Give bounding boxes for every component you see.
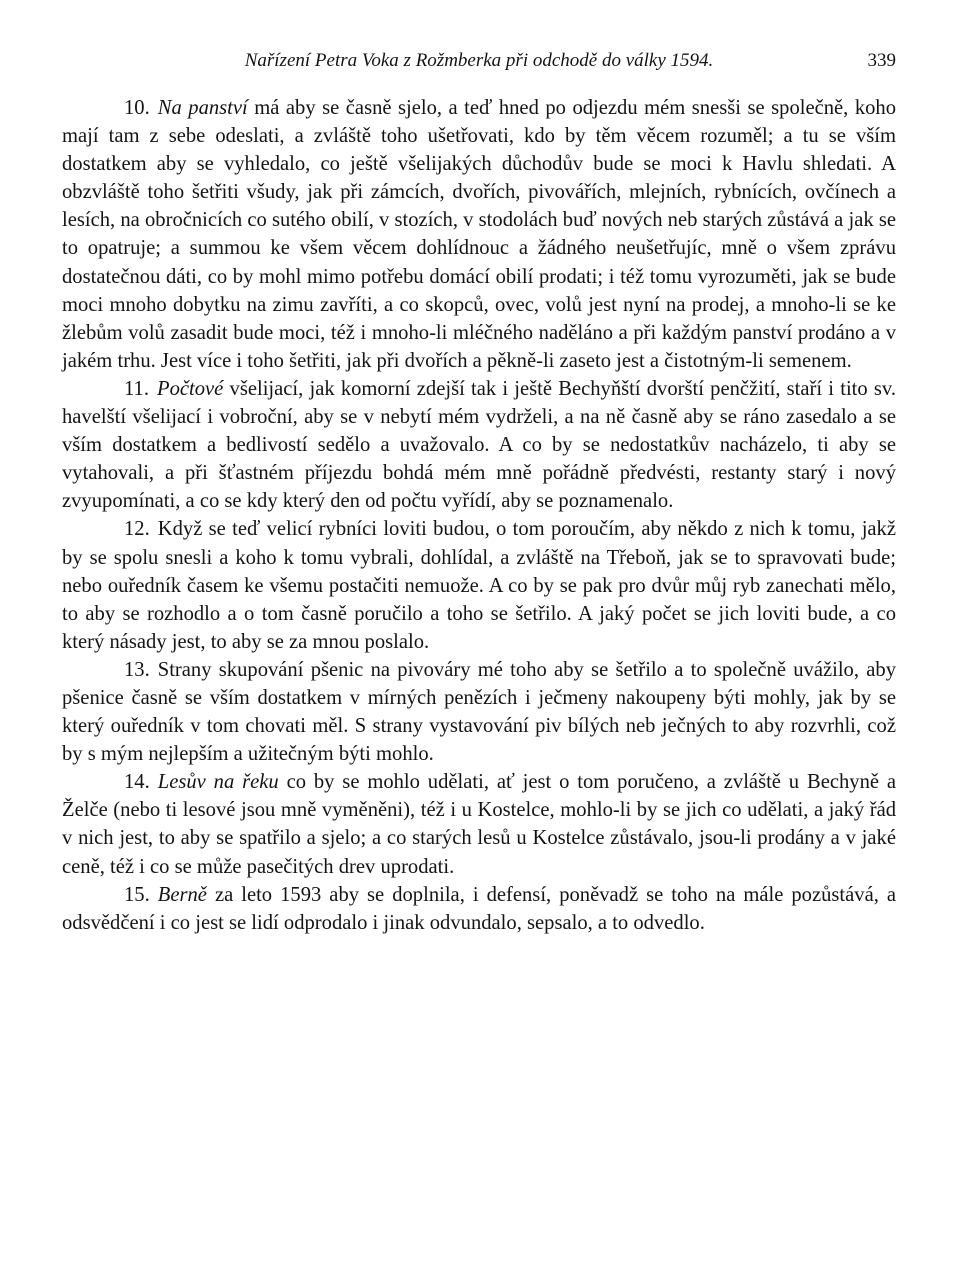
paragraph-10: [62, 94, 896, 375]
running-title: Nařízení Petra Voka z Rožmberka při odchodě do války 1594.: [244, 50, 714, 71]
paragraph-12: [62, 515, 896, 655]
paragraph-number: 11.: [124, 377, 149, 400]
paragraph-text: co by se mohlo udělati, ať jest o tom poručeno, a zvláště u Bechyně a Želče (nebo ti lesové jsou mně vyměněni), též i u Kostelce, mohlo-li by se jich co udělati, a jaký řád v nich jest, to aby se spatřilo a sjelo; a co starých lesů u Kostelce zůstávalo, jsou-li prodány a v jaké ceně, též i co se může pasečitých drev uprodati.: [62, 771, 896, 878]
paragraph-text: Strany skupování pšenic na pivováry mé toho aby se šetřilo a to společně uvážilo, aby pšenice časně se vším dostatkem v mírných penězích i ječmeny nakoupeny býti mohly, jak by se který ouředník v tom chovati měl. S strany vystavování piv bílých neb ječných to aby rozvrhli, což by s mým nejlepším a užitečným býti mohlo.: [62, 658, 896, 766]
paragraph-11: [62, 375, 896, 515]
paragraph-number: 14.: [124, 771, 150, 794]
paragraph-text: Když se teď velicí rybníci loviti budou, o tom poroučím, aby někdo z nich k tomu, jakž by se spolu snesli a koho k tomu vybrali, dohlídal, a zvláště na Třeboň, jak se to spravovati bude; nebo ouředník časem ke všemu postačiti nemuože. A co by se pak pro dvůr můj ryb zanechati mělo, to aby se rozhodlo a o tom časně poručilo a toho se šetřilo. A jaký počet se jich loviti bude, a co který násady jest, to aby se za mnou poslalo.: [62, 518, 896, 653]
paragraph-text: za leto 1593 aby se doplnila, i defensí, poněvadž se toho na mále pozůstává, a odsvědčení i co jest se lidí odprodalo i jinak odvundalo, sepsalo, a to odvedlo.: [62, 883, 897, 934]
paragraph-keyword: Lesův na řeku: [157, 771, 279, 794]
paragraph-keyword: Na panství: [157, 97, 248, 119]
document-body: [62, 94, 896, 937]
paragraph-13: [62, 656, 896, 768]
page-number: 339: [867, 50, 896, 71]
page-header: [62, 48, 896, 74]
paragraph-14: [62, 768, 896, 880]
paragraph-text: má aby se časně sjelo, a teď hned po odjezdu mém snesši se společně, koho mají tam z sebe odeslati, a zvláště toho ušetřovati, kdo by těm věcem rozuměl; a tu se vším dostatkem aby se vyhledalo, co ještě všelijakých důchodův bude se moci k Havlu shledati. A obzvláště toho šetřiti všudy, jak při zámcích, dvořích, pivovářích, mlejních, rybnících, ovčínech a lesích, na obročnicích co sutého obilí, v stozích, v stodolách buď nových neb starých zůstává a jak se to opatruje; a summou ke všem věcem dohlídnouc a žádného neušetřujíc, mně o všem zprávu dostatečnou dáti, co by mohl mimo potřebu domácí obilí prodati; i též tomu vyrozuměti, jak se bude moci mnoho dobytku na zimu zavříti, a co skopců, ovec, volů jest nyní na prodej, a mnoho-li se ke žlebům volů zasadit bude moci, též i mnoho-li mléčného naděláno a při každým panství prodáno a v jakém trhu. Jest více i toho šetřiti, jak při dvořích a pěkně-li zaseto jest a čistotným-li semenem.: [62, 97, 897, 372]
paragraph-number: 12.: [124, 518, 150, 541]
paragraph-15: [62, 881, 896, 937]
paragraph-keyword: Počtové: [156, 377, 224, 400]
paragraph-number: 10.: [124, 97, 150, 119]
paragraph-number: 15.: [124, 883, 150, 906]
paragraph-text: všelijací, jak komorní zdejší tak i ještě Bechyňští dvorští penčžití, staří i tito sv. havelští všelijací i vobroční, aby se v nebytí mém vydrželi, a na ně časně aby se ráno zasedalo a se vším dostatkem a bedlivostí sedělo a uvažovalo. A co by se nedostatkův nacházelo, ti aby se vytahovali, a při šťastném příjezdu bohdá mém mně pořádně předvésti, restanty starý i nový zvyupomínati, a co se kdy který den od počtu vyřídí, aby se poznamenalo.: [62, 377, 896, 513]
paragraph-keyword: Berně: [157, 883, 207, 906]
document-page: [62, 48, 896, 937]
paragraph-number: 13.: [124, 658, 150, 681]
